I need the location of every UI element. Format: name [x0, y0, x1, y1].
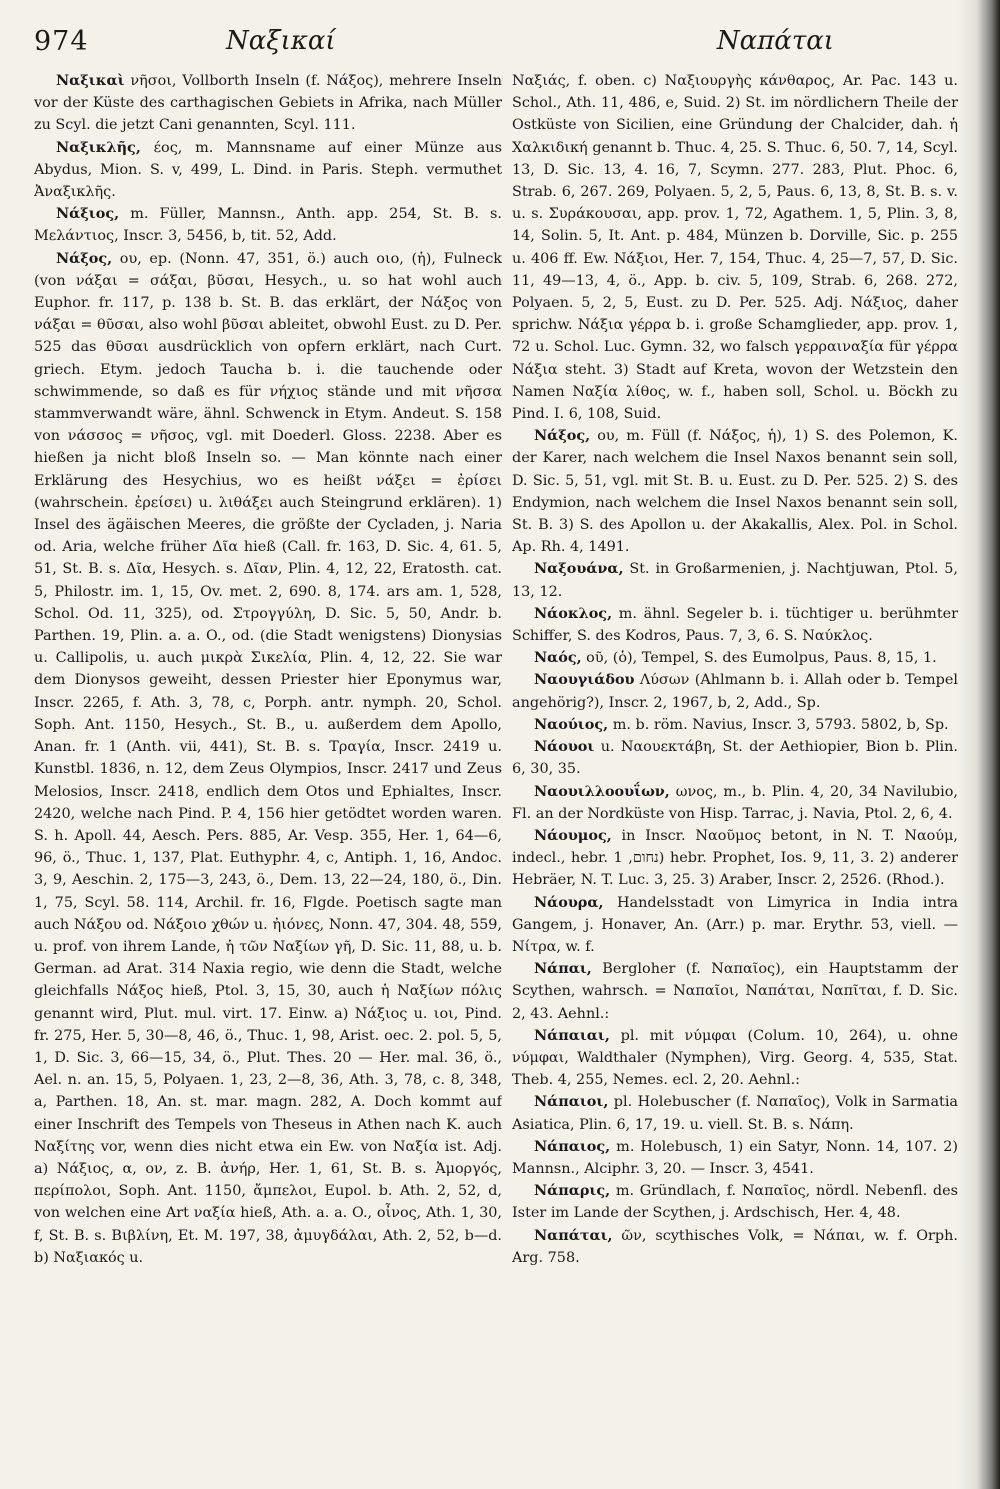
dictionary-entry — [512, 1025, 958, 1092]
dictionary-entry — [512, 1225, 958, 1269]
page-header — [34, 26, 964, 66]
entry-headword: Νάπαιος, — [534, 1137, 611, 1155]
entry-headword: Ναούιος, — [534, 715, 609, 733]
entry-headword: Νάπαιοι, — [534, 1093, 609, 1111]
entry-headword: Ναξικλῆς, — [56, 138, 141, 156]
entry-text: Bergloher (f. Ναπαῖος), ein Hauptstamm der Scythen, wahrsch. = Ναπαῖοι, Ναπάται, Ναπῖται, f. D. Sic. 2, 43. Aehnl.: — [512, 961, 958, 1022]
dictionary-entry — [512, 892, 958, 959]
entry-text: ου, ep. (Nonn. 47, 351, ö.) auch οιο, (ἡ), Fulneck (von νάξαι = σάξαι, βῦσαι, Hesych., u. so hat wohl auch Euphor. fr. 117, p. 138 b. St. B. das erklärt, der Νάξος von νάξαι = θῦσαι, also wohl βῦσαι ableitet, obwohl Eust. zu D. Per. 525 das θῦσαι ausdrücklich von opfern erklärt, nach Curt. griech. Etym. jedoch Taucha b. i. die tauchende oder schwimmende, so daß es für νήχιος stände und mit νῆσσα stammverwandt wäre, ähnl. Schwenck in Etym. Andeut. S. 158 von νάσσος = νῆσος, vgl. mit Doederl. Gloss. 2238. Aber es hießen ja nicht bloß Inseln so. — Man könnte nach einer Erklärung des Hesychius, wo es heißt νάξει = ἐρίσει (wahrschein. ἐρείσει) u. λιθάξει auch Steingrund erklären). 1) Insel des ägäischen Meeres, die größte der Cycladen, j. Naria od. Aria, welche früher Δῖα hieß (Call. fr. 163, D. Sic. 4, 61. 5, 51, St. B. s. Δῖα, Hesych. s. Δῖαν, Plin. 4, 12, 22, Eratosth. cat. 5, Philostr. im. 1, 15, Ov. met. 2, 690. 8, 174. ars am. 1, 528, Schol. Od. 11, 325), od. Στρογγύλη, D. Sic. 5, 50, Andr. b. Parthen. 19, Plin. a. a. O., od. (die Stadt wenigstens) Dionysias u. Callipolis, u. auch μικρὰ Σικελία, Plin. 4, 12, 22. Sie war dem Dionysos geweiht, dessen Priester hier Eponymus war, Inscr. 2265, f. Ath. 3, 78, c, Porph. antr. nymph. 20, Schol. Soph. Ant. 1150, Hesych., St. B., u. außerdem dem Apollo, Anan. fr. 1 (Anth. vii, 441), St. B. s. Τραγία, Inscr. 2419 u. Kunstbl. 1836, n. 12, dem Zeus Olympios, Inscr. 2417 und Zeus Melosios, Inscr. 2418, endlich dem Otos und Ephialtes, Inscr. 2420, welche nach Pind. P. 4, 156 hier getödtet worden waren. S. h. Apoll. 44, Aesch. Pers. 885, Ar. Vesp. 355, Her. 1, 64—6, 96, ö., Thuc. 1, 137, Plat. Euthyphr. 4, c, Antiph. 1, 16, Andoc. 3, 9, Aeschin. 2, 175—3, 243, ö., Dem. 13, 22—24, 180, ö., Din. 1, 75, Scyl. 58. 114, Archil. fr. 16, Flgde. Poetisch sagte man auch Νάξου od. Νάξοιο χθών u. ἠιόνες, Nonn. 47, 304. 48, 559, u. prof. von ihrem Lande, ἡ τῶν Ναξίων γῆ, D. Sic. 11, 88, u. b. German. ad Arat. 314 Naxia regio, wie denn die Stadt, welche gleichfalls Νάξος hieß, Ptol. 3, 15, 30, auch ἡ Ναξίων πόλις genannt wird, Plut. mul. virt. 17. Einw. a) Νάξιος u. ιοι, Pind. fr. 275, Her. 5, 30—8, 46, ö., Thuc. 1, 98, Arist. oec. 2. pol. 5, 5, 1, D. Sic. 3, 66—15, 34, ö., Plut. Thes. 20 — Her. mal. 36, ö., Ael. n. an. 15, 5, Polyaen. 1, 23, 2—8, 36, Ath. 3, 78, c. 8, 348, a, Parthen. 18, An. st. mar. magn. 282, A. Doch kommt auf einer Inschrift des Tempels von Theseus in Athen nach K. auch Ναξίτης vor, wenn dies nicht etwa ein Ew. von Ναξία ist. Adj. a) Νάξιος, α, ον, z. B. ἀνήρ, Her. 1, 61, St. B. s. Ἀμοργός, περίπολοι, Soph. Ant. 1150, ἄμπελοι, Eupol. b. Ath. 2, 52, d, von welchen eine Art ναξία hieß, Ath. a. a. O., οἶνος, Ath. 1, 30, f, St. B. s. Βιβλίνη, Et. M. 197, 38, ἀμυγδάλαι, Ath. 2, 52, b—d. b) Ναξιακός u. — [34, 250, 502, 1266]
entry-headword: Ναξουάνα, — [534, 560, 624, 578]
entry-text: St. in Großarmenien, j. Nachtjuwan, Ptol. 5, 13, 12. — [512, 561, 958, 600]
entry-headword: Νάουοι — [534, 738, 595, 756]
dictionary-entry — [34, 203, 502, 247]
entry-text: ωνος, m., b. Plin. 4, 20, 34 Navilubio, Fl. an der Nordküste von Hisp. Tarrac, j. Navia, Ptol. 2, 6, 4. — [512, 783, 958, 822]
entry-headword: Ναουιλλοουΐων, — [534, 782, 670, 800]
dictionary-entry — [512, 714, 958, 736]
dictionary-entry — [512, 425, 958, 558]
entry-headword: Νάπαρις, — [534, 1182, 611, 1200]
dictionary-entry — [512, 736, 958, 780]
entry-text: m. Holebusch, 1) ein Satyr, Nonn. 14, 107. 2) Mannsn., Alciphr. 3, 20. — Inscr. 3, 4541. — [512, 1138, 958, 1177]
entry-text: ῶν, scythisches Volk, = Νάπαι, w. f. Orph. Arg. 758. — [512, 1227, 958, 1266]
right-column — [512, 70, 958, 1482]
entry-text: m. Gründlach, f. Ναπαῖος, nördl. Nebenfl. des Ister im Lande der Scythen, j. Ardschisch, Her. 4, 48. — [512, 1183, 958, 1222]
page-number: 974 — [34, 26, 89, 57]
dictionary-entry — [512, 647, 958, 669]
entry-headword: Νάοκλος, — [534, 604, 613, 622]
dictionary-entry — [34, 70, 502, 137]
dictionary-entry — [512, 958, 958, 1025]
entry-text: Λύσων (Ahlmann b. i. Allah oder b. Tempel angehörig?), Inscr. 2, 1967, b, 2, Add., Sp. — [512, 672, 958, 711]
entry-headword: Ναξικαὶ — [56, 72, 125, 89]
entry-headword: Ναός, — [534, 649, 582, 667]
running-head-right: Ναπάται — [716, 26, 834, 56]
entry-text: οῦ, (ὁ), Tempel, S. des Eumolpus, Paus. 8, 15, 1. — [581, 650, 937, 667]
dictionary-entry — [34, 137, 502, 204]
dictionary-entry — [512, 603, 958, 647]
entry-text: Handelsstadt von Limyrica in India intra Gangem, j. Honaver, An. (Arr.) p. mar. Erythr. 53, viell. — Νίτρα, w. f. — [512, 894, 958, 955]
entry-headword: Ναπάται, — [534, 1226, 613, 1244]
entry-text: pl. Holebuscher (f. Ναπαῖος), Volk in Sarmatia Asiatica, Plin. 6, 17, 19. u. viell. St. B. s. Νάπη. — [512, 1094, 958, 1133]
entry-text: pl. mit νύμφαι (Colum. 10, 264), u. ohne νύμφαι, Waldthaler (Nymphen), Virg. Georg. 4, 535, Stat. Theb. 4, 255, Nemes. ecl. 2, 20. Aehnl.: — [512, 1027, 958, 1089]
entry-headword: Νάξος, — [534, 427, 591, 445]
dictionary-entry — [512, 825, 958, 892]
entry-text: m. b. röm. Navius, Inscr. 3, 5793. 5802, b, Sp. — [608, 716, 949, 733]
entry-headword: Νάξιος, — [56, 205, 120, 223]
entry-text: Ναξιάς, f. oben. c) Ναξιουργὴς κάνθαρος, Ar. Pac. 143 u. Schol., Ath. 11, 486, e, Suid. 2) St. im nördlichern Theile der Ostküste von Sicilien, eine Gründung der Chalcider, dah. ἡ Χαλκιδική genannt b. Thuc. 4, 25. S. Thuc. 6, 50. 7, 14, Scyl. 13, D. Sic. 13, 4. 16, 7, Scymn. 277. 283, Plut. Phoc. 6, Strab. 6, 267. 269, Polyaen. 5, 2, 5, Paus. 6, 13, 8, St. B. s. v. u. s. Συράκουσαι, app. prov. 1, 72, Agathem. 1, 5, Plin. 3, 8, 14, Solin. 5, It. Ant. p. 484, Münzen b. Dorville, Sic. p. 255 u. 406 ff. Ew. Νάξιοι, Her. 7, 154, Thuc. 4, 25—7, 57, D. Sic. 11, 49—13, 4, ö., App. b. civ. 5, 109, Strab. 6, 268. 272, Polyaen. 5, 2, 5, Eust. zu D. Per. 525. Adj. Νάξιος, daher sprichw. Νάξια γέρρα b. i. große Schamglieder, app. prov. 1, 72 u. Schol. Luc. Gymn. 32, wo falsch γερραιναξία für γέρρα Νάξια steht. 3) Stadt auf Kreta, wovon der Wetzstein den Namen Ναξία λίθος, w. f., haben soll, Schol. u. Böckh zu Pind. I. 6, 108, Suid. — [512, 73, 958, 423]
entry-headword: Νάξος, — [56, 249, 113, 267]
entry-text: νῆσοι, Vollborth Inseln (f. Νάξος), mehrere Inseln vor der Küste des carthagischen Gebiets in Afrika, nach Müller zu Scyl. die jetzt Cani genannten, Scyl. 111. — [34, 73, 502, 134]
running-head-left: Ναξικαί — [226, 26, 336, 56]
entry-headword: Ναουγιάδου — [534, 671, 635, 689]
entry-headword: Νάουμος, — [534, 826, 612, 844]
entry-text: u. Ναουεκτάβη, St. der Aethiopier, Bion b. Plin. 6, 30, 35. — [512, 739, 958, 778]
entry-headword: Νάπαιαι, — [534, 1026, 610, 1044]
dictionary-entry — [512, 669, 958, 713]
dictionary-entry — [34, 248, 502, 1269]
dictionary-entry — [512, 781, 958, 825]
entry-text: in Inscr. Ναοῦμος betont, in N. T. Ναούμ, indecl., hebr. נחום, 1) hebr. Prophet, Ios. 9, 11, 3. 2) anderer Hebräer, N. T. Luc. 3, 25. 3) Araber, Inscr. 2, 2526. (Rhod.). — [512, 827, 958, 889]
dictionary-entry — [512, 1136, 958, 1180]
dictionary-entry — [512, 1091, 958, 1135]
entry-text: m. ähnl. Segeler b. i. tüchtiger u. berühmter Schiffer, S. des Kodros, Paus. 7, 3, 6. S. Ναύκλος. — [512, 605, 958, 645]
left-column — [34, 70, 502, 1482]
entry-headword: Νάπαι, — [534, 960, 592, 978]
dictionary-entry — [512, 558, 958, 602]
dictionary-entry — [512, 1180, 958, 1224]
dictionary-entry — [512, 70, 958, 425]
entry-text: ου, m. Füll (f. Νάξος, ἡ), 1) S. des Polemon, K. der Karer, nach welchem die Insel Naxos benannt sein soll, D. Sic. 5, 51, vgl. mit St. B. u. Eust. zu D. Per. 525. 2) S. des Endymion, nach welchem die Insel Naxos benannt sein soll, St. B. 3) S. des Apollon u. der Akakallis, Alex. Pol. in Schol. Ap. Rh. 4, 1491. — [512, 428, 958, 556]
entry-text: m. Füller, Mannsn., Anth. app. 254, St. B. s. Μελάντιος, Inscr. 3, 5456, b, tit. 52, Add. — [34, 206, 502, 245]
entry-text: έος, m. Mannsname auf einer Münze aus Abydus, Mion. S. v, 499, L. Dind. in Paris. Steph. vermuthet Ἀναξικλῆς. — [34, 139, 502, 201]
page-edge-shadow — [958, 0, 1000, 1489]
entry-headword: Νάουρα, — [534, 893, 604, 911]
